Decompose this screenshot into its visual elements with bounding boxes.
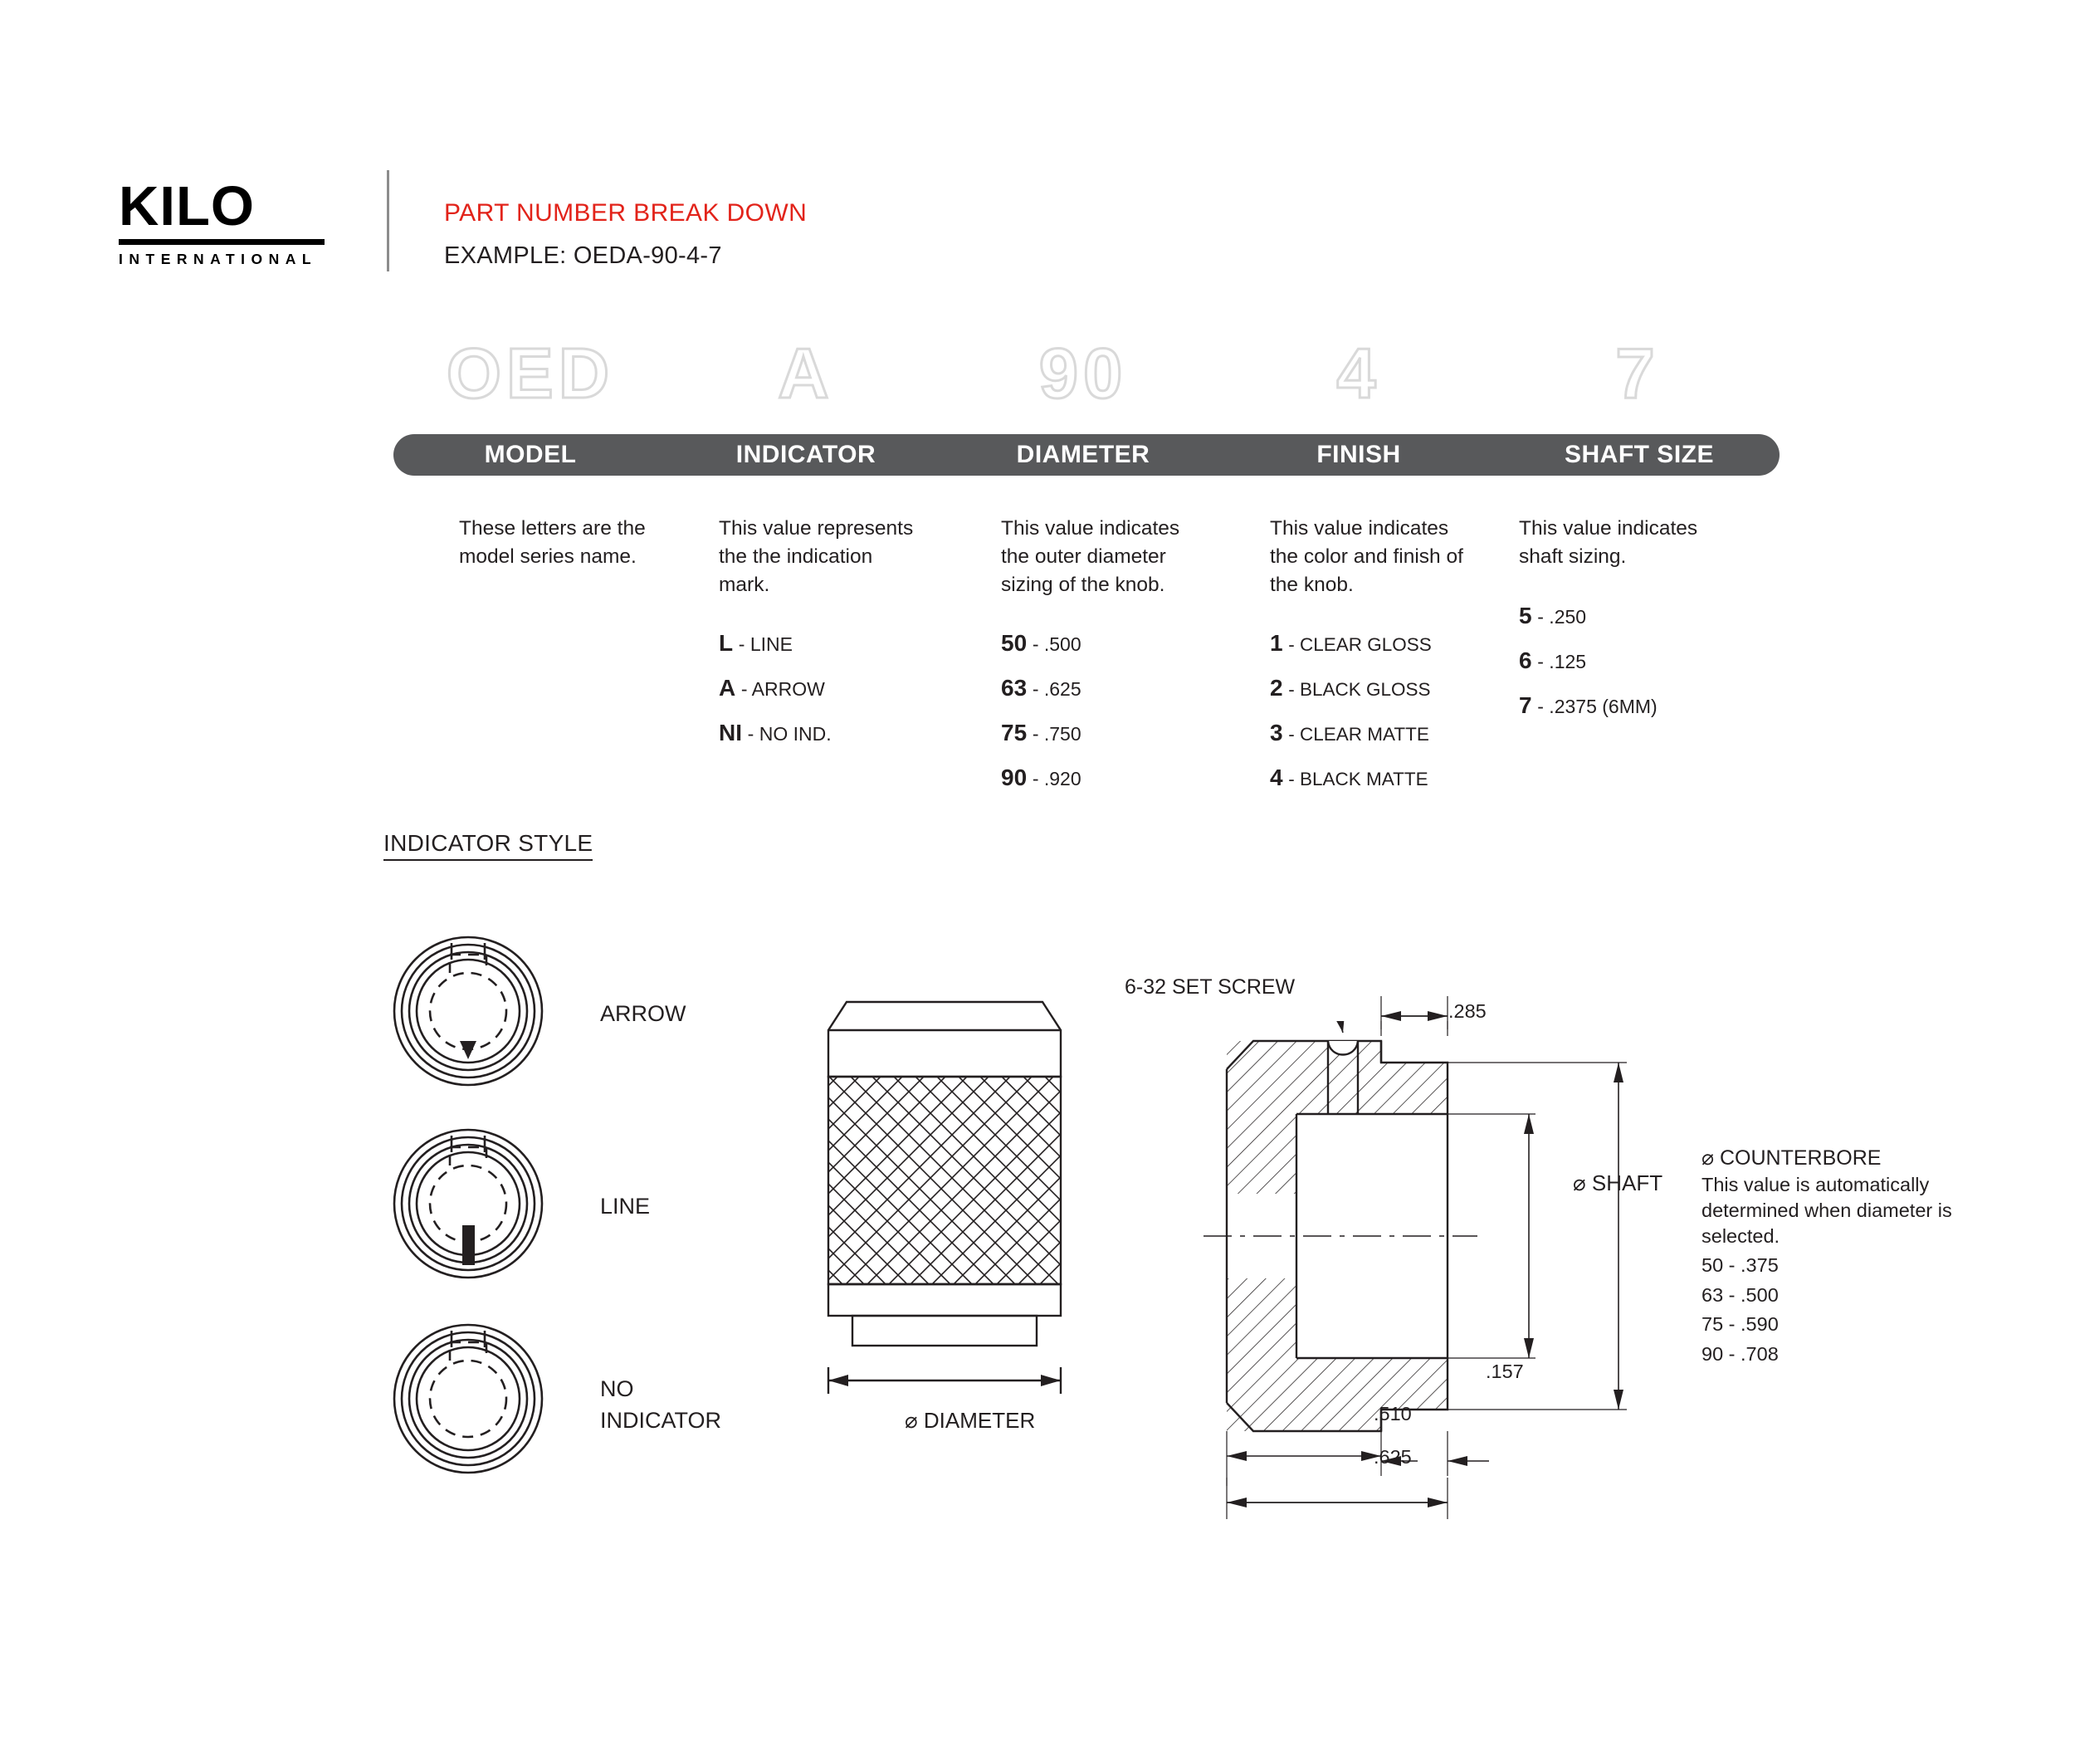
counterbore-value: 75 - .590 (1702, 1313, 1779, 1336)
column-diameter (1001, 515, 1208, 809)
indicator-style-diagrams (383, 928, 599, 1509)
option-value: - LINE (738, 633, 793, 656)
option-key: NI (719, 720, 742, 746)
bar-label-diameter: DIAMETER (1016, 441, 1150, 468)
knob-no-indicator-diagram (394, 1325, 542, 1473)
diameter-options (1001, 630, 1208, 791)
bar-label-finish: FINISH (1316, 441, 1401, 468)
category-bar (393, 434, 1780, 476)
option-value: - BLACK MATTE (1288, 769, 1428, 790)
option-row (1519, 603, 1735, 629)
column-model-description: These letters are the model series name. (459, 517, 646, 568)
arrow-indicator-mark (460, 1041, 476, 1059)
column-diameter-description: This value indicates the outer diameter sizing of the knob. (1001, 517, 1180, 596)
overall-dimension-line (1204, 1469, 1668, 1536)
option-value: - .2375 (6MM) (1537, 695, 1658, 717)
set-screw-label: 6-32 SET SCREW (1125, 975, 1296, 999)
logo (119, 175, 326, 268)
bar-label-shaft-size: SHAFT SIZE (1564, 441, 1714, 468)
option-value: - .500 (1032, 633, 1081, 656)
shaft-dimension-label: ⌀ SHAFT (1573, 1170, 1663, 1195)
option-key: 7 (1519, 691, 1532, 718)
column-finish (1270, 515, 1477, 809)
option-row (1519, 692, 1735, 719)
option-row (1270, 765, 1477, 791)
dim-510: .510 (1374, 1403, 1412, 1424)
option-key: 5 (1519, 602, 1532, 628)
option-row (719, 720, 926, 746)
option-key: 2 (1270, 675, 1283, 701)
option-row (1001, 765, 1208, 791)
column-shaft-size (1519, 515, 1735, 737)
option-key: 90 (1001, 765, 1028, 791)
outline-segment-shaft-size: 7 (1615, 335, 1660, 413)
line-indicator-mark (462, 1225, 475, 1265)
option-key: 4 (1270, 765, 1283, 791)
option-key: 63 (1001, 675, 1028, 701)
option-key: 75 (1001, 720, 1028, 746)
knob-label-no-indicator-line2: INDICATOR (600, 1408, 722, 1433)
option-key: L (719, 630, 734, 657)
option-value: - .250 (1537, 605, 1587, 628)
option-row (1270, 720, 1477, 746)
option-value: - ARROW (740, 678, 825, 701)
option-row (1270, 675, 1477, 701)
diameter-dimension-label: ⌀ DIAMETER (905, 1408, 1036, 1433)
bar-label-model: MODEL (484, 441, 577, 468)
counterbore-description: This value is automatically determined when diameter is selected. (1702, 1174, 1952, 1248)
option-value: - CLEAR GLOSS (1288, 634, 1432, 656)
shaft-size-options (1519, 603, 1735, 719)
counterbore-title: ⌀ COUNTERBORE (1702, 1146, 1882, 1170)
option-key: 50 (1001, 630, 1028, 657)
header-divider (387, 170, 389, 271)
dim-625: .625 (1374, 1446, 1412, 1468)
knob-arrow-diagram (394, 937, 542, 1085)
logo-wordmark: KILO (119, 175, 256, 237)
outline-segment-model: OED (446, 335, 615, 413)
column-indicator-description: This value represents the the indication mark. (719, 517, 914, 596)
knob-label-arrow: ARROW (600, 1001, 686, 1026)
option-value: - .625 (1032, 678, 1081, 701)
knob-section-view (1204, 1021, 1668, 1486)
counterbore-value: 63 - .500 (1702, 1283, 1779, 1306)
option-row (1001, 630, 1208, 657)
option-value: - BLACK GLOSS (1288, 679, 1431, 701)
logo-rule (119, 239, 325, 245)
page-example: EXAMPLE: OEDA-90-4-7 (444, 242, 722, 269)
option-row (1001, 675, 1208, 701)
indicator-style-heading: INDICATOR STYLE (383, 830, 593, 861)
finish-options (1270, 630, 1477, 791)
knob-side-view (801, 984, 1116, 1424)
dim-285: .285 (1448, 1000, 1487, 1022)
column-shaft-size-description: This value indicates shaft sizing. (1519, 517, 1698, 568)
part-number-outline (0, 334, 2075, 413)
option-key: 6 (1519, 647, 1532, 673)
option-key: 1 (1270, 630, 1283, 657)
dim-157: .157 (1486, 1361, 1524, 1382)
option-value: - CLEAR MATTE (1288, 724, 1429, 745)
outline-segment-finish: 4 (1336, 335, 1381, 413)
column-finish-description: This value indicates the color and finish of the knob. (1270, 517, 1463, 596)
outline-segment-indicator: A (778, 335, 834, 413)
option-value: - NO IND. (747, 723, 832, 745)
counterbore-note (1702, 1146, 1975, 1367)
knob-label-no-indicator-line1: NO (600, 1376, 634, 1401)
option-row (719, 630, 926, 657)
page-title: PART NUMBER BREAK DOWN (444, 199, 808, 227)
knob-label-line: LINE (600, 1194, 651, 1219)
option-value: - .125 (1537, 650, 1587, 672)
option-key: 3 (1270, 720, 1283, 746)
option-row (1001, 720, 1208, 746)
column-model (459, 515, 666, 571)
option-value: - .750 (1032, 723, 1081, 745)
option-row (1519, 647, 1735, 674)
counterbore-value: 90 - .708 (1702, 1342, 1779, 1365)
bar-label-indicator: INDICATOR (735, 441, 876, 468)
outline-segment-diameter: 90 (1038, 335, 1128, 413)
option-row (1270, 630, 1477, 657)
option-key: A (719, 675, 736, 701)
option-value: - .920 (1032, 768, 1081, 790)
logo-subtext: INTERNATIONAL (119, 251, 318, 267)
option-row (719, 675, 926, 701)
counterbore-value: 50 - .375 (1702, 1254, 1779, 1277)
indicator-options (719, 630, 926, 746)
column-indicator (719, 515, 926, 765)
